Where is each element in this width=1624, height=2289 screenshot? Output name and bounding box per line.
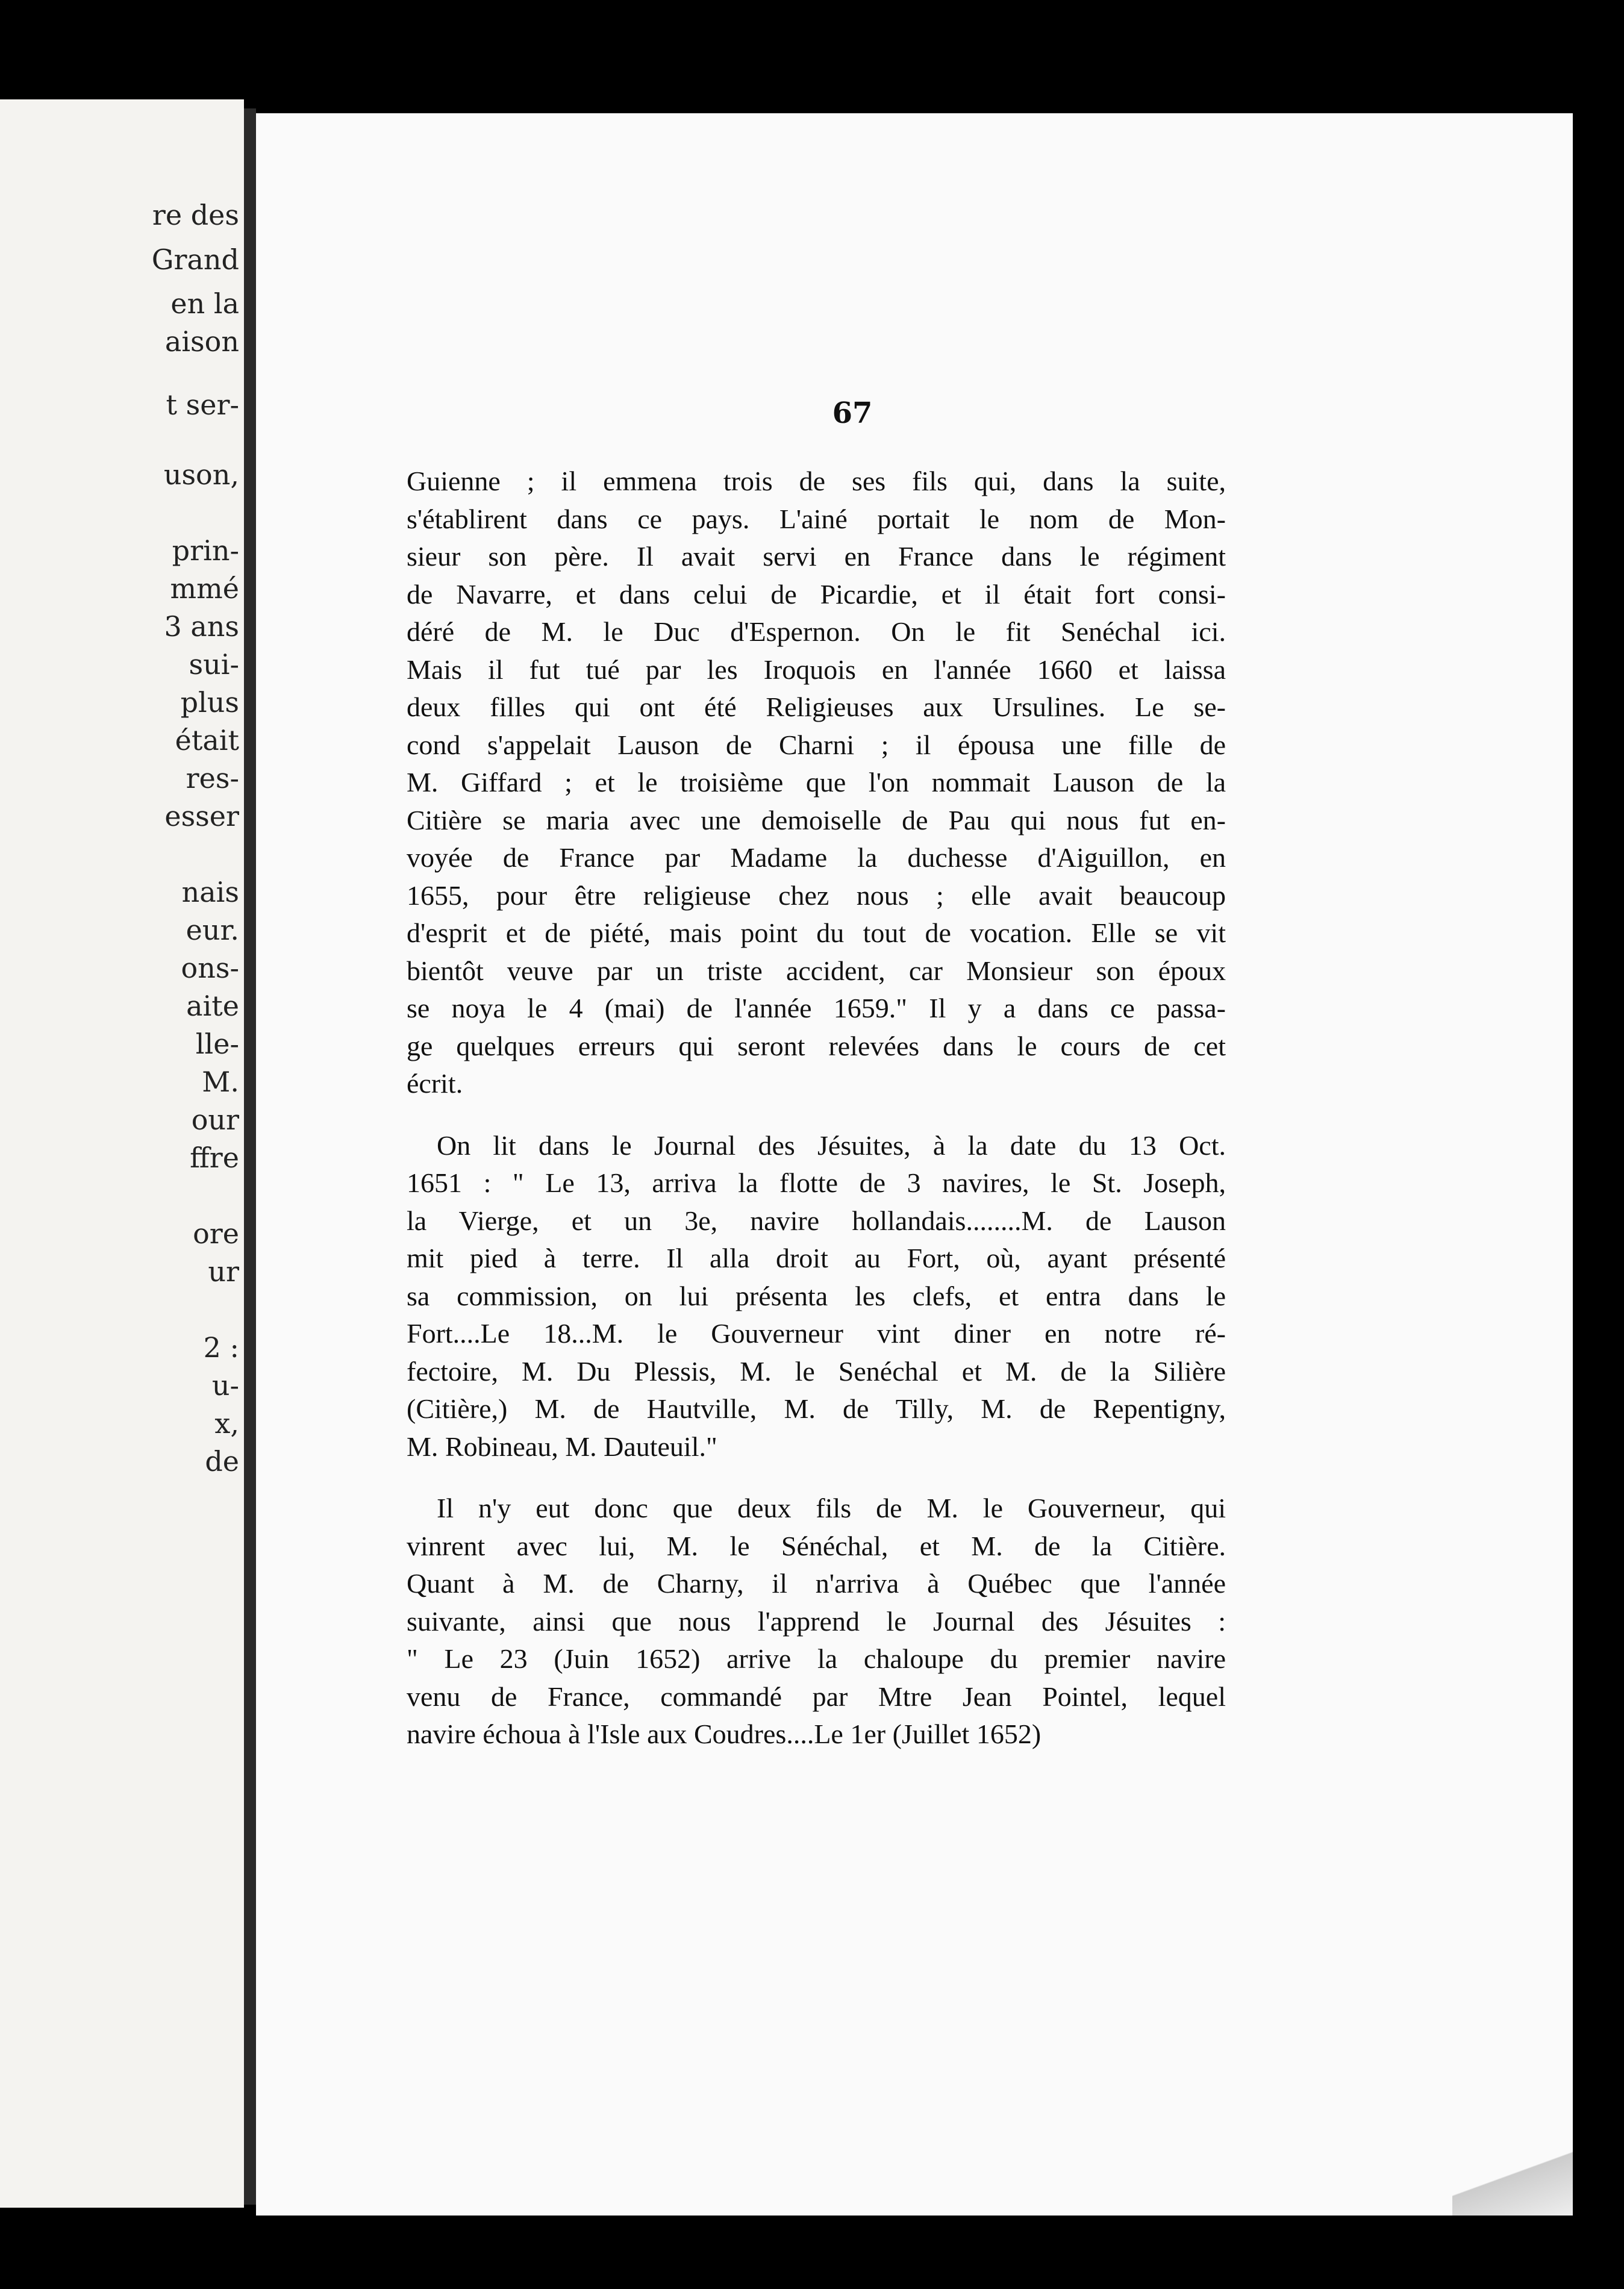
text-line: navire échoua à l'Isle aux Coudres....Le 1er (Juillet 1652) bbox=[407, 1719, 1042, 1749]
left-page-fragment: eur. bbox=[186, 913, 239, 946]
text-line: 1651 : " Le 13, arriva la flotte de 3 navires, le St. Joseph, bbox=[407, 1167, 1226, 1198]
text-line: 1655, pour être religieuse chez nous ; elle avait beaucoup bbox=[407, 879, 1226, 911]
text-line: suivante, ainsi que nous l'apprend le Journal des Jésuites : bbox=[407, 1605, 1226, 1637]
left-page-fragment: ore bbox=[193, 1217, 239, 1250]
text-line: vinrent avec lui, M. le Sénéchal, et M. de la Citière. bbox=[407, 1530, 1226, 1561]
text-line: (Citière,) M. de Hautville, M. de Tilly, M. de Repentigny, bbox=[407, 1393, 1226, 1424]
paragraph-gap bbox=[407, 1466, 1226, 1490]
text-line: Il n'y eut donc que deux fils de M. le Gouverneur, qui bbox=[437, 1493, 1226, 1523]
text-line: voyée de France par Madame la duchesse d'Aiguillon, en bbox=[407, 842, 1226, 873]
text-line: Fort....Le 18...M. le Gouverneur vint diner en notre ré- bbox=[407, 1318, 1226, 1349]
text-line: Quant à M. de Charny, il n'arriva à Québec que l'année bbox=[407, 1568, 1226, 1599]
text-line: On lit dans le Journal des Jésuites, à la date du 13 Oct. bbox=[437, 1129, 1226, 1161]
book-gutter bbox=[244, 108, 256, 2205]
text-line: Citière se maria avec une demoiselle de Pau qui nous fut en- bbox=[407, 804, 1226, 835]
left-page-fragment: prin- bbox=[172, 534, 239, 567]
left-page-fragment: ffre bbox=[190, 1141, 239, 1174]
left-page-fragment: ons- bbox=[181, 951, 239, 984]
text-line: écrit. bbox=[407, 1068, 463, 1099]
text-line: Mais il fut tué par les Iroquois en l'année 1660 et laissa bbox=[407, 654, 1226, 685]
left-page-fragment: sui- bbox=[189, 648, 239, 681]
page-number: 67 bbox=[832, 396, 873, 430]
left-page-fragment: aite bbox=[186, 989, 239, 1022]
text-line: fectoire, M. Du Plessis, M. le Senéchal et M. de la Silière bbox=[407, 1355, 1226, 1387]
text-line: sa commission, on lui présenta les clefs, et entra dans le bbox=[407, 1280, 1226, 1311]
text-line: " Le 23 (Juin 1652) arrive la chaloupe du premier navire bbox=[407, 1643, 1226, 1674]
text-line: la Vierge, et un 3e, navire hollandais........M. de Lauson bbox=[407, 1205, 1226, 1236]
text-line: mit pied à terre. Il alla droit au Fort, où, ayant présenté bbox=[407, 1243, 1226, 1273]
text-line: déré de M. le Duc d'Espernon. On le fit Senéchal ici. bbox=[407, 616, 1226, 647]
page-corner-fold bbox=[1452, 2131, 1573, 2216]
left-page-fragment: 2 : bbox=[203, 1331, 239, 1364]
left-page-fragment: Grand bbox=[151, 243, 239, 276]
body-text bbox=[407, 463, 1226, 1753]
paragraph-gap bbox=[407, 1103, 1226, 1127]
left-page-fragment: x, bbox=[214, 1407, 239, 1440]
text-line: s'établirent dans ce pays. L'ainé portait le nom de Mon- bbox=[407, 503, 1226, 534]
left-page-fragment: u- bbox=[211, 1369, 239, 1402]
right-page bbox=[256, 113, 1573, 2216]
text-line: de Navarre, et dans celui de Picardie, et il était fort consi- bbox=[407, 578, 1226, 610]
text-line: se noya le 4 (mai) de l'année 1659." Il y a dans ce passa- bbox=[407, 993, 1226, 1023]
left-page-fragment: our bbox=[191, 1103, 239, 1136]
left-page-fragment: res- bbox=[186, 761, 239, 795]
text-line: sieur son père. Il avait servi en France dans le régiment bbox=[407, 541, 1226, 572]
text-line: ge quelques erreurs qui seront relevées dans le cours de cet bbox=[407, 1030, 1226, 1061]
left-page-fragment: M. bbox=[202, 1065, 239, 1098]
text-line: d'esprit et de piété, mais point du tout de vocation. Elle se vit bbox=[407, 917, 1226, 948]
left-page bbox=[0, 99, 244, 2208]
left-page-fragment: était bbox=[175, 723, 239, 757]
left-page-fragment: en la bbox=[170, 287, 239, 320]
text-line: M. Robineau, M. Dauteuil." bbox=[407, 1431, 717, 1462]
left-page-fragment: t ser- bbox=[166, 389, 239, 421]
text-line: M. Giffard ; et le troisième que l'on nommait Lauson de la bbox=[407, 767, 1226, 798]
left-page-fragment: nais bbox=[181, 875, 239, 908]
left-page-fragment: 3 ans bbox=[164, 610, 239, 643]
left-page-fragment: esser bbox=[164, 799, 239, 832]
left-page-fragment: uson, bbox=[163, 458, 239, 491]
left-page-fragment: re des bbox=[152, 199, 239, 231]
text-line: cond s'appelait Lauson de Charni ; il épousa une fille de bbox=[407, 729, 1226, 760]
left-page-fragment: ur bbox=[208, 1255, 239, 1288]
text-line: Guienne ; il emmena trois de ses fils qui, dans la suite, bbox=[407, 466, 1226, 496]
text-line: bientôt veuve par un triste accident, car Monsieur son époux bbox=[407, 955, 1226, 986]
left-page-fragment: lle- bbox=[195, 1027, 239, 1060]
text-line: deux filles qui ont été Religieuses aux Ursulines. Le se- bbox=[407, 692, 1226, 722]
left-page-fragment: de bbox=[205, 1444, 239, 1478]
left-page-fragment: aison bbox=[164, 325, 239, 358]
left-page-fragment: plus bbox=[180, 685, 239, 719]
text-line: venu de France, commandé par Mtre Jean Pointel, lequel bbox=[407, 1681, 1226, 1712]
left-page-fragment: mmé bbox=[170, 572, 239, 605]
